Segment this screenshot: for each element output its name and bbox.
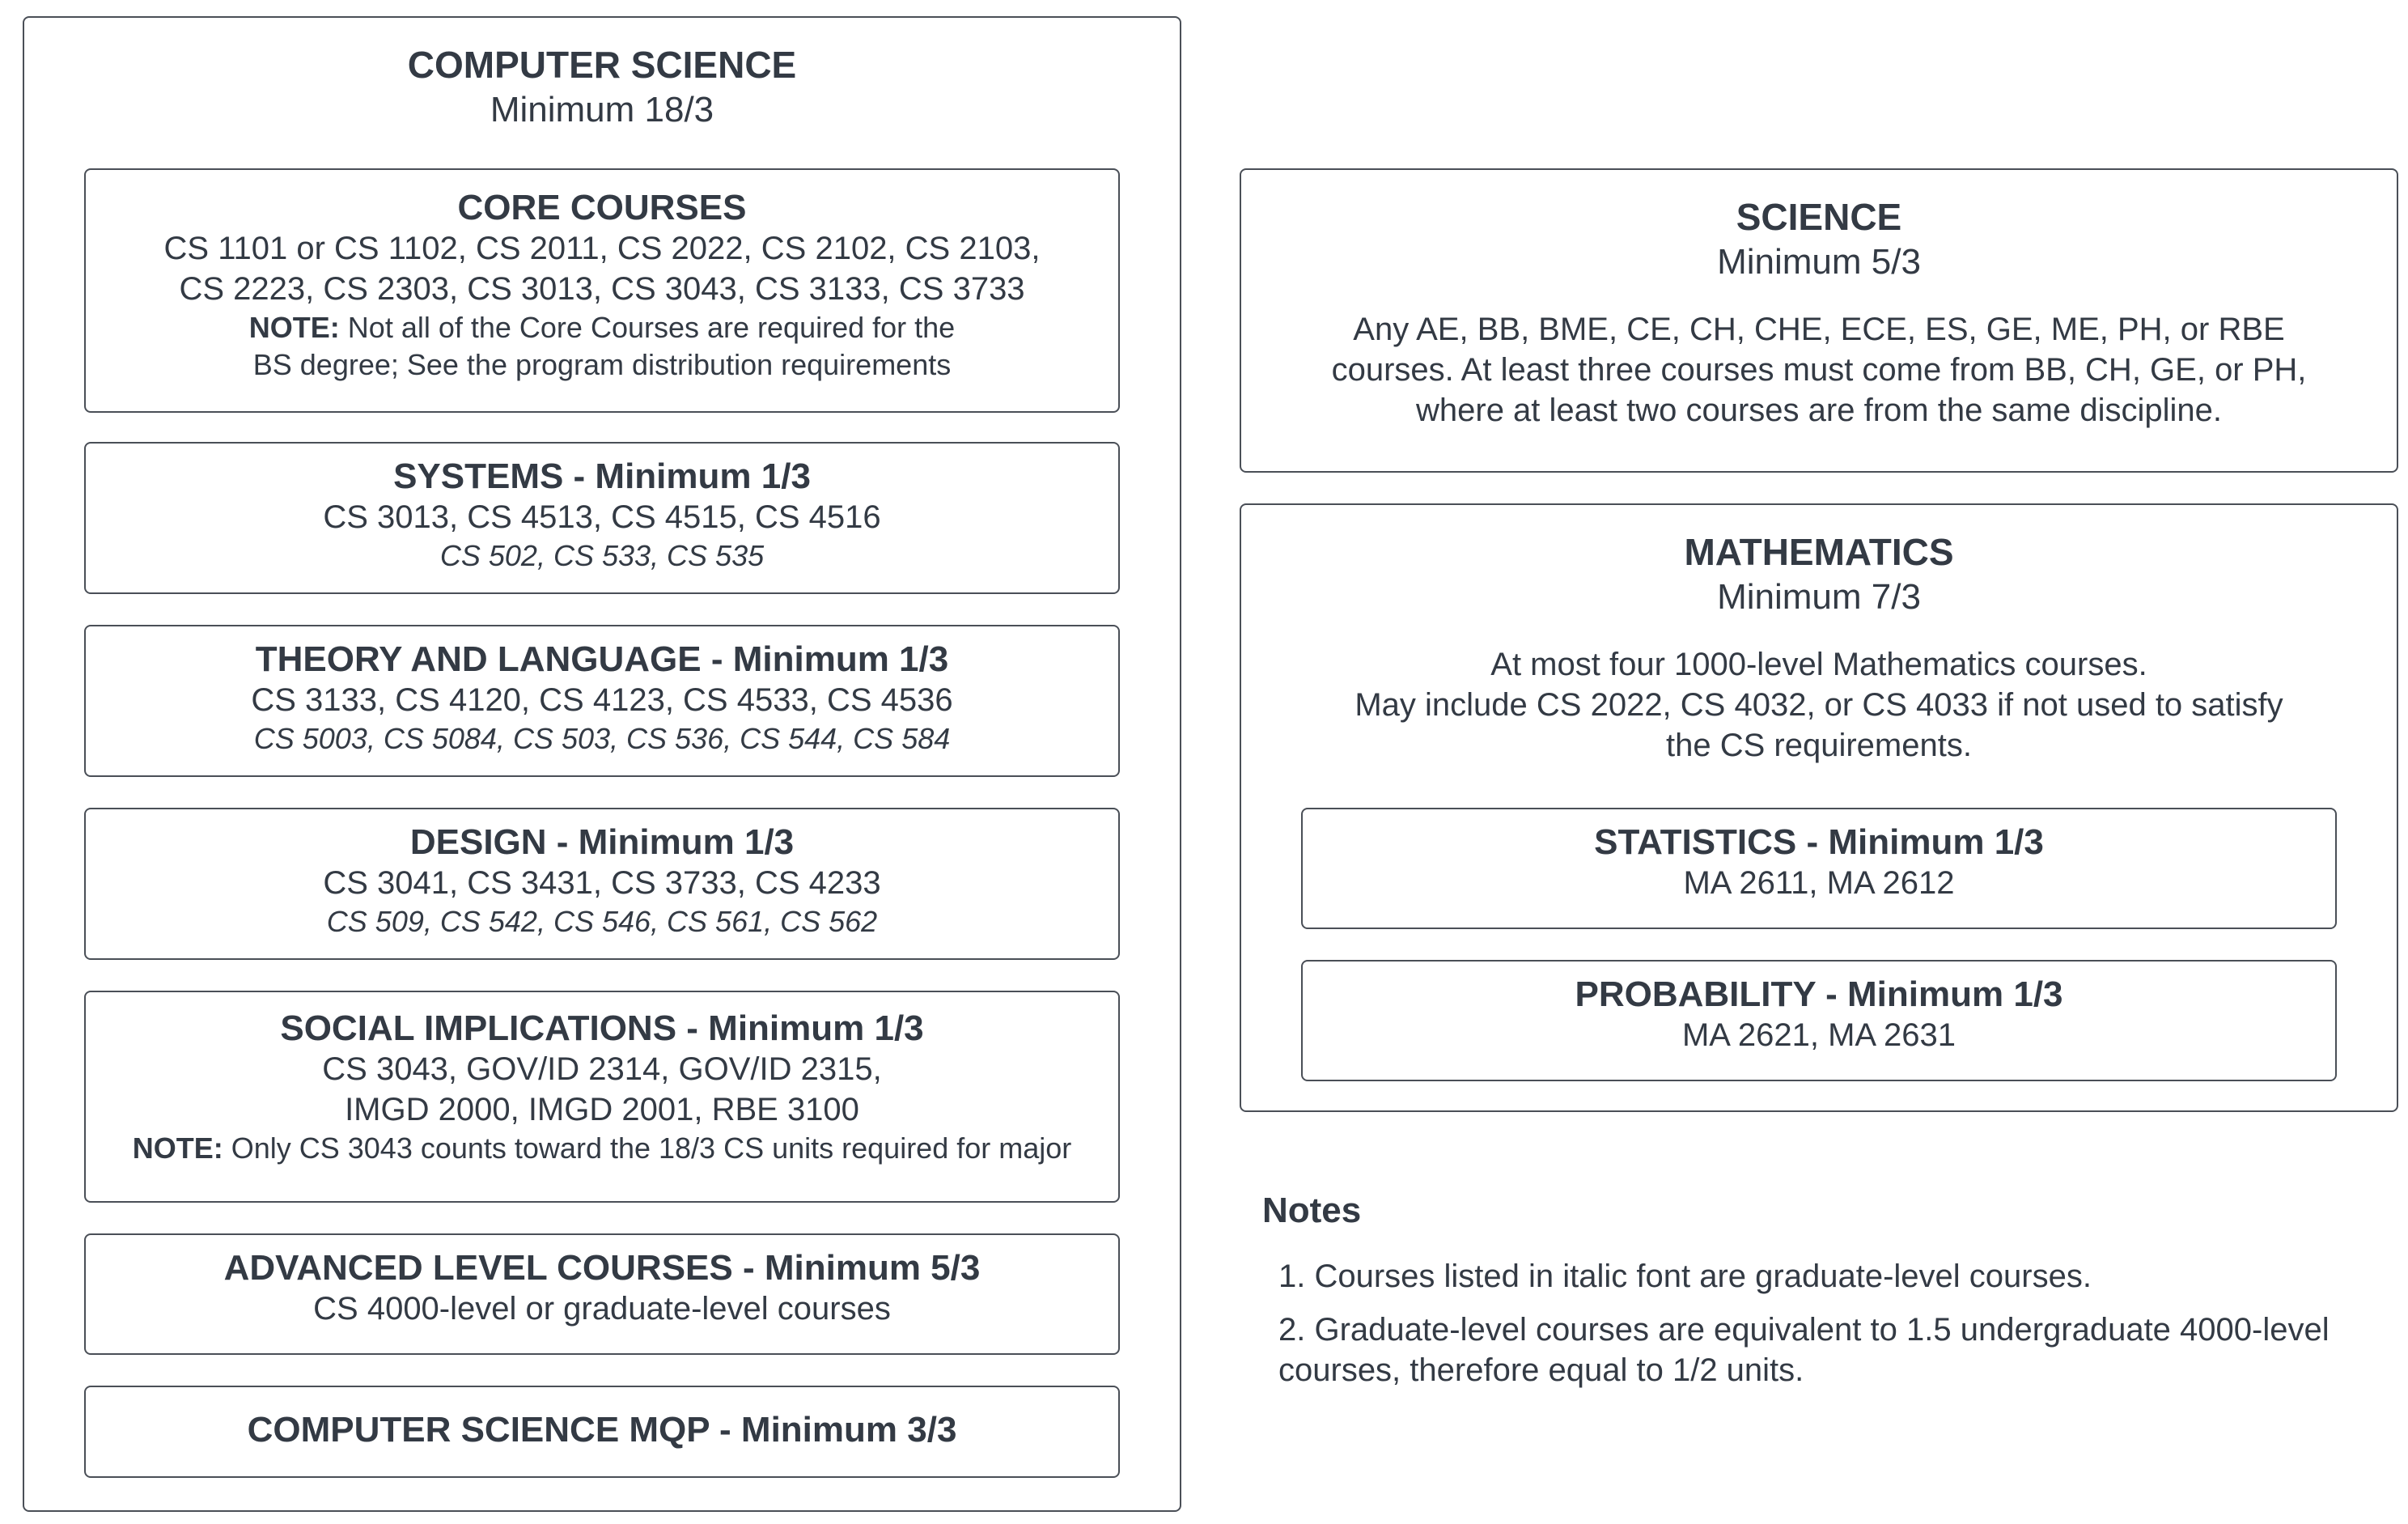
mathematics-line-3: the CS requirements. bbox=[1666, 728, 1972, 763]
advanced-title: ADVANCED LEVEL COURSES - Minimum 5/3 bbox=[223, 1248, 981, 1288]
probability-title: PROBABILITY - Minimum 1/3 bbox=[1575, 974, 2063, 1014]
mathematics-title: MATHEMATICS bbox=[1684, 531, 1954, 573]
notes-list bbox=[1278, 1256, 2395, 1403]
core-courses-note bbox=[86, 309, 1118, 346]
science-minimum: Minimum 5/3 bbox=[1717, 242, 1921, 282]
science-line-3: where at least two courses are from the same discipline. bbox=[1416, 393, 2222, 428]
social-implications-box bbox=[84, 991, 1120, 1203]
statistics-courses: MA 2611, MA 2612 bbox=[1683, 865, 1955, 901]
advanced-level-box bbox=[84, 1233, 1120, 1355]
design-box bbox=[84, 808, 1120, 960]
science-panel bbox=[1240, 168, 2398, 473]
social-line-2: IMGD 2000, IMGD 2001, RBE 3100 bbox=[345, 1092, 859, 1127]
mathematics-line-2: May include CS 2022, CS 4032, or CS 4033 if not used to satisfy bbox=[1354, 687, 2283, 723]
theory-courses: CS 3133, CS 4120, CS 4123, CS 4533, CS 4536 bbox=[251, 682, 953, 718]
social-note-text: Only CS 3043 counts toward the 18/3 CS units required for major bbox=[223, 1131, 1072, 1165]
design-courses: CS 3041, CS 3431, CS 3733, CS 4233 bbox=[323, 865, 881, 901]
systems-courses: CS 3013, CS 4513, CS 4515, CS 4516 bbox=[323, 499, 881, 535]
science-line-2: courses. At least three courses must come from BB, CH, GE, or PH, bbox=[1331, 352, 2307, 388]
social-title: SOCIAL IMPLICATIONS - Minimum 1/3 bbox=[280, 1008, 924, 1048]
note-item-1: 1. Courses listed in italic font are graduate-level courses. bbox=[1278, 1259, 2092, 1294]
core-courses-title: CORE COURSES bbox=[457, 188, 747, 227]
core-note-label: NOTE: bbox=[248, 311, 340, 344]
theory-title: THEORY AND LANGUAGE - Minimum 1/3 bbox=[255, 639, 949, 679]
systems-box bbox=[84, 442, 1120, 594]
science-line-1: Any AE, BB, BME, CE, CH, CHE, ECE, ES, GE, ME, PH, or RBE bbox=[1353, 312, 2285, 347]
social-note-label: NOTE: bbox=[132, 1131, 223, 1165]
computer-science-title: COMPUTER SCIENCE bbox=[407, 44, 797, 86]
advanced-courses: CS 4000-level or graduate-level courses bbox=[313, 1291, 891, 1327]
design-title: DESIGN - Minimum 1/3 bbox=[409, 822, 795, 862]
science-title: SCIENCE bbox=[1736, 196, 1902, 238]
systems-grad-courses: CS 502, CS 533, CS 535 bbox=[439, 539, 765, 572]
core-note-line-1: Not all of the Core Courses are required for the bbox=[339, 311, 956, 344]
design-grad-courses: CS 509, CS 542, CS 546, CS 561, CS 562 bbox=[326, 905, 878, 938]
social-line-1: CS 3043, GOV/ID 2314, GOV/ID 2315, bbox=[322, 1051, 882, 1087]
mqp-box bbox=[84, 1386, 1120, 1478]
statistics-title: STATISTICS - Minimum 1/3 bbox=[1594, 822, 2044, 862]
core-courses-line-1: CS 1101 or CS 1102, CS 2011, CS 2022, CS 2102, CS 2103, bbox=[163, 231, 1041, 266]
mqp-title: COMPUTER SCIENCE MQP - Minimum 3/3 bbox=[247, 1410, 957, 1450]
theory-language-box bbox=[84, 625, 1120, 777]
computer-science-minimum: Minimum 18/3 bbox=[490, 90, 714, 129]
probability-courses: MA 2621, MA 2631 bbox=[1681, 1017, 1956, 1053]
systems-title: SYSTEMS - Minimum 1/3 bbox=[393, 456, 811, 496]
core-courses-box bbox=[84, 168, 1120, 413]
statistics-box bbox=[1301, 808, 2337, 929]
theory-grad-courses: CS 5003, CS 5084, CS 503, CS 536, CS 544, CS 584 bbox=[253, 722, 951, 755]
note-item-2: 2. Graduate-level courses are equivalent to 1.5 undergraduate 4000-level courses, therefore equal to 1/2 units. bbox=[1278, 1312, 2330, 1388]
mathematics-minimum: Minimum 7/3 bbox=[1717, 577, 1921, 617]
core-note-line-2: BS degree; See the program distribution requirements bbox=[252, 348, 952, 381]
probability-box bbox=[1301, 960, 2337, 1081]
mathematics-line-1: At most four 1000-level Mathematics courses. bbox=[1490, 647, 2147, 682]
social-note bbox=[86, 1130, 1118, 1167]
notes-title: Notes bbox=[1262, 1191, 1362, 1230]
core-courses-line-2: CS 2223, CS 2303, CS 3013, CS 3043, CS 3133, CS 3733 bbox=[179, 271, 1025, 307]
